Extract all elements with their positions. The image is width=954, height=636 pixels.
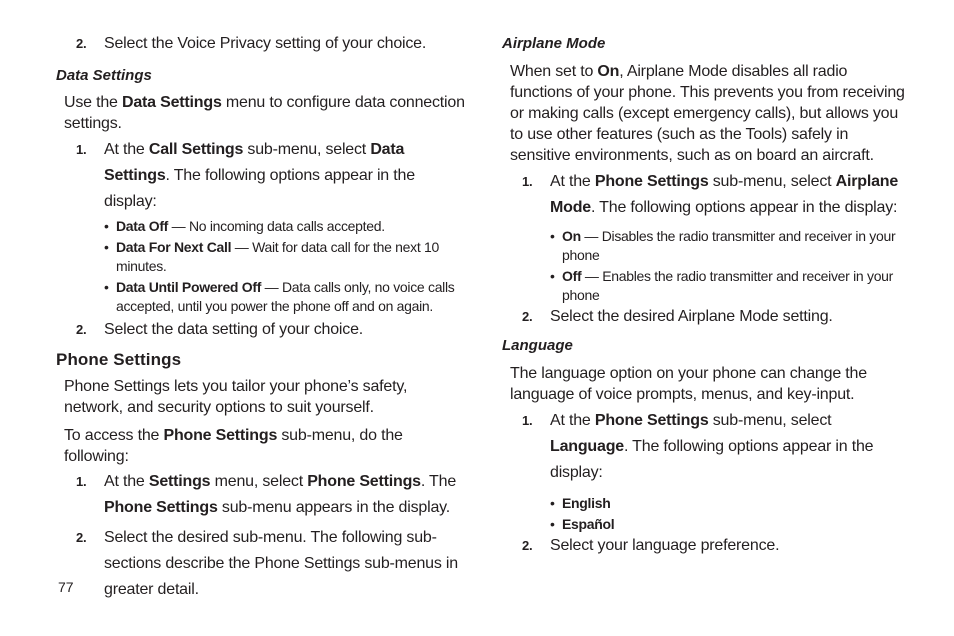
phone-settings-heading: Phone Settings <box>56 350 182 369</box>
list-item: • Off — Enables the radio transmitter and receiver in your phone <box>550 268 894 303</box>
step-number: 1. <box>522 413 533 428</box>
right-column <box>502 30 912 558</box>
data-settings-step-1: 1. At the Call Settings sub-menu, select Data Settings. The following options appear in the display: <box>56 137 466 215</box>
phone-settings-intro: Phone Settings lets you tailor your phone’s safety, network, and security options to suit yourself. <box>64 378 408 416</box>
step-number: 1. <box>76 474 87 489</box>
list-item: • English <box>550 495 611 511</box>
language-intro: The language option on your phone can change the language of voice prompts, menus, and key-input. <box>510 365 867 403</box>
language-step-1: 1. At the Phone Settings sub-menu, select Language. The following options appear in the display: <box>502 408 912 486</box>
step-number: 2. <box>76 322 87 337</box>
airplane-mode-step-2: 2. Select the desired Airplane Mode setting. <box>502 305 912 329</box>
language-step-2: 2. Select your language preference. <box>502 534 912 558</box>
phone-settings-step-2: 2. Select the desired sub-menu. The following sub-sections describe the Phone Settings sub-menus in greater detail. <box>56 525 466 603</box>
step-number: 1. <box>76 142 87 157</box>
list-item: • Español <box>550 516 615 532</box>
step-number: 1. <box>522 174 533 189</box>
airplane-mode-step-1: 1. At the Phone Settings sub-menu, select Airplane Mode. The following options appear in the display: <box>502 169 912 221</box>
airplane-mode-heading: Airplane Mode <box>502 35 606 52</box>
page-number: 77 <box>58 579 74 595</box>
airplane-mode-intro: When set to On, Airplane Mode disables all radio functions of your phone. This prevents you from receiving or making calls (except emergency calls), but allows you to use other features (such as the Tools) safely in sensitive environments, such as on board an aircraft. <box>510 63 905 164</box>
left-column <box>56 30 466 603</box>
step-number: 2. <box>522 538 533 553</box>
step-text: Select the Voice Privacy setting of your choice. <box>104 35 427 52</box>
language-heading: Language <box>502 337 573 354</box>
step-voice-privacy <box>56 32 466 56</box>
list-item: • Data Off — No incoming data calls accepted. <box>104 218 385 234</box>
data-settings-step-2: 2. Select the data setting of your choice. <box>56 318 466 342</box>
list-item: • Data Until Powered Off — Data calls only, no voice calls accepted, until you power the phone off and on again. <box>104 279 455 314</box>
data-settings-options <box>56 217 466 316</box>
list-item: • Data For Next Call — Wait for data call for the next 10 minutes. <box>104 239 440 274</box>
data-settings-heading: Data Settings <box>56 67 152 84</box>
airplane-mode-options <box>502 227 912 305</box>
language-options <box>502 494 912 534</box>
phone-settings-step-1: 1. At the Settings menu, select Phone Settings. The Phone Settings sub-menu appears in the display. <box>56 469 466 521</box>
step-number: 2. <box>522 309 533 324</box>
step-number: 2. <box>76 36 87 51</box>
list-item: • On — Disables the radio transmitter and receiver in your phone <box>550 228 896 263</box>
phone-settings-access: To access the Phone Settings sub-menu, do the following: <box>64 427 403 465</box>
step-number: 2. <box>76 530 87 545</box>
data-settings-intro: Use the Data Settings menu to configure data connection settings. <box>64 94 465 132</box>
